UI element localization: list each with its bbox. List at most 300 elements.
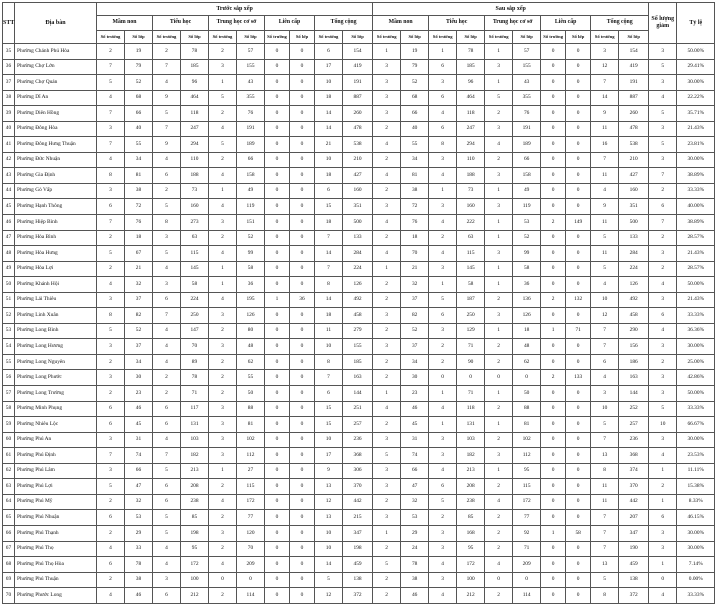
row-after-value: 187: [457, 292, 485, 308]
row-after-value: 118: [457, 401, 485, 417]
row-after-value: 32: [401, 494, 429, 510]
row-after-value: 126: [513, 308, 541, 324]
row-after-value: 8: [591, 463, 619, 479]
row-before-value: 34: [125, 354, 153, 370]
row-after-value: 0: [566, 183, 591, 199]
row-area-name: Phường Phú Thạnh: [15, 525, 97, 541]
row-before-value: 7: [97, 106, 125, 122]
row-stt: 44: [3, 183, 15, 199]
row-before-value: 2: [209, 354, 237, 370]
row-before-value: 368: [343, 448, 373, 464]
row-before-value: 4: [97, 90, 125, 106]
row-after-value: 66: [401, 106, 429, 122]
row-before-value: 9: [153, 90, 181, 106]
row-area-name: Phường Đông Hòa: [15, 121, 97, 137]
table-row: [3, 417, 715, 433]
row-before-value: 4: [153, 323, 181, 339]
row-before-value: 6: [153, 479, 181, 495]
row-after-value: 3: [429, 448, 457, 464]
row-before-value: 4: [97, 277, 125, 293]
row-after-value: 4: [591, 277, 619, 293]
row-before-value: 10: [315, 152, 343, 168]
row-before-value: 37: [125, 339, 153, 355]
row-after-value: 1: [485, 183, 513, 199]
row-after-value: 0: [541, 572, 566, 588]
row-after-value: 2: [373, 323, 401, 339]
row-after-value: 45: [401, 417, 429, 433]
row-before-value: 251: [343, 401, 373, 417]
subheader-class-count: Số lớp: [125, 31, 153, 44]
row-before-value: 67: [125, 246, 153, 262]
row-after-value: 11: [591, 494, 619, 510]
row-before-value: 17: [315, 59, 343, 75]
row-before-value: 14: [315, 246, 343, 262]
row-before-value: 191: [237, 121, 265, 137]
row-after-value: 7: [591, 339, 619, 355]
row-after-value: 0: [566, 432, 591, 448]
row-before-value: 55: [125, 137, 153, 153]
row-after-value: 0: [566, 494, 591, 510]
row-before-value: 213: [181, 463, 209, 479]
row-after-value: 2: [485, 339, 513, 355]
row-after-value: 0: [566, 199, 591, 215]
row-after-value: 2: [429, 354, 457, 370]
row-after-value: 2: [429, 339, 457, 355]
table-row: [3, 557, 715, 573]
row-before-value: 2: [209, 323, 237, 339]
row-before-value: 0: [265, 401, 290, 417]
row-stt: 57: [3, 386, 15, 402]
row-after-value: 0: [541, 448, 566, 464]
row-after-value: 355: [513, 90, 541, 106]
row-after-value: 46: [401, 588, 429, 604]
row-after-value: 55: [401, 137, 429, 153]
row-after-value: 38: [401, 572, 429, 588]
row-before-value: 73: [181, 183, 209, 199]
row-after-value: 11: [591, 168, 619, 184]
row-area-name: Phường Phú Thọ Hòa: [15, 557, 97, 573]
row-after-value: 4: [485, 137, 513, 153]
row-after-value: 32: [401, 277, 429, 293]
row-after-value: 2: [373, 277, 401, 293]
row-before-value: 0: [290, 417, 315, 433]
row-after-value: 6: [429, 308, 457, 324]
row-after-value: 11: [591, 215, 619, 231]
row-after-value: 0: [566, 121, 591, 137]
row-before-value: 191: [343, 75, 373, 91]
row-area-name: Phường Phú Lâm: [15, 463, 97, 479]
row-after-value: 0: [566, 541, 591, 557]
row-before-value: 78: [181, 44, 209, 60]
row-after-value: 2: [485, 588, 513, 604]
row-before-value: 7: [97, 137, 125, 153]
row-after-value: 118: [457, 106, 485, 122]
row-before-value: 74: [125, 448, 153, 464]
table-row: [3, 339, 715, 355]
row-after-value: 2: [373, 230, 401, 246]
row-ratio: 46.15%: [677, 510, 715, 526]
row-before-value: 120: [237, 525, 265, 541]
row-after-value: 459: [619, 557, 649, 573]
row-after-value: 0: [566, 246, 591, 262]
row-after-value: 0: [485, 370, 513, 386]
row-after-value: 0: [541, 183, 566, 199]
row-after-value: 52: [513, 230, 541, 246]
row-before-value: 0: [265, 557, 290, 573]
row-area-name: Phường Long Phước: [15, 370, 97, 386]
row-before-value: 46: [125, 401, 153, 417]
row-reduced: 2: [649, 479, 677, 495]
row-before-value: 160: [343, 183, 373, 199]
row-after-value: 88: [513, 401, 541, 417]
row-before-value: 80: [237, 323, 265, 339]
row-stt: 37: [3, 75, 15, 91]
row-after-value: 0: [541, 199, 566, 215]
row-after-value: 5: [591, 417, 619, 433]
row-before-value: 63: [181, 230, 209, 246]
row-before-value: 2: [209, 230, 237, 246]
row-after-value: 2: [373, 572, 401, 588]
row-before-value: 0: [290, 541, 315, 557]
row-after-value: 1: [429, 386, 457, 402]
row-before-value: 53: [125, 510, 153, 526]
table-row: [3, 121, 715, 137]
row-after-value: 7: [591, 525, 619, 541]
row-after-value: 0: [566, 339, 591, 355]
row-stt: 55: [3, 354, 15, 370]
row-ratio: 22.22%: [677, 90, 715, 106]
row-before-value: 126: [343, 277, 373, 293]
row-reduced: 6: [649, 199, 677, 215]
row-after-value: 2: [373, 588, 401, 604]
row-after-value: 70: [401, 246, 429, 262]
row-after-value: 370: [619, 479, 649, 495]
row-before-value: 31: [125, 432, 153, 448]
row-after-value: 53: [401, 510, 429, 526]
row-before-value: 4: [209, 292, 237, 308]
row-after-value: 3: [485, 59, 513, 75]
row-before-value: 85: [181, 510, 209, 526]
row-before-value: 103: [181, 432, 209, 448]
row-after-value: 1: [429, 183, 457, 199]
row-after-value: 478: [619, 121, 649, 137]
row-stt: 48: [3, 246, 15, 262]
row-before-value: 78: [125, 557, 153, 573]
table-row: [3, 588, 715, 604]
row-after-value: 0: [566, 448, 591, 464]
row-after-value: 6: [429, 121, 457, 137]
row-after-value: 3: [485, 121, 513, 137]
row-after-value: 0: [541, 59, 566, 75]
row-before-value: 459: [343, 557, 373, 573]
table-row: [3, 323, 715, 339]
row-before-value: 81: [237, 417, 265, 433]
row-before-value: 151: [237, 215, 265, 231]
row-before-value: 370: [343, 479, 373, 495]
row-area-name: Phường Gia Định: [15, 168, 97, 184]
table-row: [3, 90, 715, 106]
row-after-value: 58: [457, 277, 485, 293]
row-before-value: 0: [290, 183, 315, 199]
row-area-name: Phường Đông Hưng Thuận: [15, 137, 97, 153]
row-before-value: 0: [290, 572, 315, 588]
row-before-value: 2: [97, 525, 125, 541]
row-before-value: 0: [265, 432, 290, 448]
row-reduced: 6: [649, 308, 677, 324]
row-after-value: 0: [541, 246, 566, 262]
row-reduced: 7: [649, 168, 677, 184]
row-reduced: 4: [649, 323, 677, 339]
row-after-value: 2: [485, 152, 513, 168]
row-after-value: 0: [541, 152, 566, 168]
row-before-value: 351: [343, 199, 373, 215]
row-after-value: 1: [485, 75, 513, 91]
row-after-value: 77: [513, 510, 541, 526]
row-before-value: 57: [237, 44, 265, 60]
row-after-value: 464: [457, 90, 485, 106]
row-after-value: 2: [485, 106, 513, 122]
row-before-value: 4: [153, 557, 181, 573]
row-stt: 61: [3, 448, 15, 464]
row-stt: 60: [3, 432, 15, 448]
row-after-value: 37: [401, 339, 429, 355]
row-after-value: 112: [513, 448, 541, 464]
row-before-value: 0: [290, 494, 315, 510]
row-after-value: 7: [591, 541, 619, 557]
row-after-value: 24: [401, 541, 429, 557]
row-stt: 58: [3, 401, 15, 417]
row-before-value: 372: [343, 588, 373, 604]
row-before-value: 154: [343, 44, 373, 60]
row-before-value: 68: [125, 90, 153, 106]
row-after-value: 52: [401, 323, 429, 339]
row-after-value: 154: [619, 44, 649, 60]
row-before-value: 9: [315, 463, 343, 479]
row-before-value: 4: [97, 152, 125, 168]
row-reduced: 2: [649, 354, 677, 370]
row-before-value: 21: [125, 261, 153, 277]
row-after-value: 4: [373, 215, 401, 231]
row-reduced: 1: [649, 463, 677, 479]
row-before-value: 47: [125, 479, 153, 495]
row-reduced: 4: [649, 588, 677, 604]
row-stt: 42: [3, 152, 15, 168]
header-ratio: Tỷ lệ: [677, 3, 715, 44]
row-after-value: 63: [457, 230, 485, 246]
row-before-value: 188: [181, 168, 209, 184]
row-stt: 35: [3, 44, 15, 60]
row-after-value: 0: [566, 90, 591, 106]
row-after-value: 4: [373, 168, 401, 184]
row-before-value: 2: [97, 261, 125, 277]
row-after-value: 3: [429, 541, 457, 557]
row-stt: 70: [3, 588, 15, 604]
row-before-value: 0: [265, 230, 290, 246]
header-after-level-combined: Liên cấp: [541, 16, 591, 31]
row-stt: 64: [3, 494, 15, 510]
row-after-value: 30: [401, 370, 429, 386]
row-ratio: 33.33%: [677, 588, 715, 604]
row-before-value: 284: [343, 246, 373, 262]
row-before-value: 458: [343, 308, 373, 324]
row-ratio: 28.57%: [677, 261, 715, 277]
row-before-value: 52: [125, 323, 153, 339]
row-before-value: 260: [343, 106, 373, 122]
row-after-value: 71: [457, 339, 485, 355]
table-row: [3, 199, 715, 215]
row-before-value: 3: [209, 339, 237, 355]
row-after-value: 2: [485, 479, 513, 495]
row-before-value: 224: [343, 261, 373, 277]
row-before-value: 117: [181, 401, 209, 417]
row-after-value: 43: [513, 75, 541, 91]
row-before-value: 66: [125, 106, 153, 122]
row-reduced: 2: [649, 261, 677, 277]
row-area-name: Phường Khánh Hội: [15, 277, 97, 293]
row-area-name: Phường Phước Long: [15, 588, 97, 604]
row-after-value: 90: [457, 354, 485, 370]
row-before-value: 0: [290, 121, 315, 137]
row-before-value: 6: [315, 386, 343, 402]
row-before-value: 442: [343, 494, 373, 510]
row-stt: 66: [3, 525, 15, 541]
row-before-value: 0: [265, 106, 290, 122]
row-after-value: 7: [591, 323, 619, 339]
table-row: [3, 525, 715, 541]
row-after-value: 34: [401, 152, 429, 168]
row-before-value: 112: [237, 448, 265, 464]
table-row: [3, 246, 715, 262]
row-reduced: 2: [649, 230, 677, 246]
row-before-value: 0: [290, 510, 315, 526]
row-after-value: 3: [591, 386, 619, 402]
row-after-value: 4: [591, 370, 619, 386]
row-before-value: 58: [181, 277, 209, 293]
subheader-class-count: Số lớp: [401, 31, 429, 44]
row-reduced: 2: [649, 183, 677, 199]
row-after-value: 31: [401, 432, 429, 448]
row-before-value: 1: [209, 75, 237, 91]
row-before-value: 15: [315, 401, 343, 417]
row-stt: 67: [3, 541, 15, 557]
row-ratio: 15.38%: [677, 479, 715, 495]
subheader-row: [3, 31, 715, 44]
row-reduced: 3: [649, 370, 677, 386]
row-before-value: 3: [153, 572, 181, 588]
row-after-value: 76: [401, 215, 429, 231]
row-after-value: 290: [619, 323, 649, 339]
table-row: [3, 44, 715, 60]
row-before-value: 2: [97, 386, 125, 402]
row-after-value: 4: [429, 106, 457, 122]
row-before-value: 144: [343, 386, 373, 402]
row-before-value: 4: [153, 261, 181, 277]
table-row: [3, 277, 715, 293]
row-reduced: 5: [649, 137, 677, 153]
row-ratio: 21.43%: [677, 121, 715, 137]
row-before-value: 2: [97, 572, 125, 588]
row-stt: 40: [3, 121, 15, 137]
row-stt: 50: [3, 277, 15, 293]
row-before-value: 0: [265, 572, 290, 588]
row-before-value: 2: [209, 44, 237, 60]
row-after-value: 57: [513, 44, 541, 60]
row-area-name: Phường Long Nguyên: [15, 354, 97, 370]
row-after-value: 0: [566, 137, 591, 153]
row-after-value: 3: [429, 199, 457, 215]
row-before-value: 0: [265, 479, 290, 495]
table-row: [3, 386, 715, 402]
row-after-value: 3: [429, 152, 457, 168]
row-stt: 68: [3, 557, 15, 573]
row-before-value: 0: [265, 525, 290, 541]
row-after-value: 2: [541, 292, 566, 308]
row-after-value: 2: [485, 401, 513, 417]
table-row: [3, 510, 715, 526]
row-before-value: 38: [125, 572, 153, 588]
row-stt: 69: [3, 572, 15, 588]
header-before-level-kindergarten: Mầm non: [97, 16, 153, 31]
row-after-value: 71: [513, 541, 541, 557]
row-before-value: 3: [153, 277, 181, 293]
row-after-value: 887: [619, 90, 649, 106]
row-before-value: 0: [265, 168, 290, 184]
row-reduced: 5: [649, 106, 677, 122]
row-before-value: 4: [209, 121, 237, 137]
row-before-value: 155: [237, 59, 265, 75]
row-after-value: 68: [401, 90, 429, 106]
row-before-value: 17: [315, 448, 343, 464]
row-before-value: 198: [343, 541, 373, 557]
row-after-value: 294: [457, 137, 485, 153]
row-before-value: 7: [315, 261, 343, 277]
row-before-value: 0: [265, 448, 290, 464]
row-after-value: 46: [401, 401, 429, 417]
row-before-value: 72: [125, 199, 153, 215]
row-before-value: 6: [97, 401, 125, 417]
row-after-value: 9: [591, 199, 619, 215]
header-before-level-primary: Tiểu học: [153, 16, 209, 31]
row-before-value: 0: [290, 261, 315, 277]
row-before-value: 0: [290, 168, 315, 184]
row-before-value: 5: [153, 525, 181, 541]
row-after-value: 207: [619, 510, 649, 526]
row-before-value: 0: [265, 75, 290, 91]
subheader-school-count: Số trường: [315, 31, 343, 44]
row-after-value: 189: [513, 137, 541, 153]
row-after-value: 12: [591, 308, 619, 324]
row-before-value: 5: [153, 199, 181, 215]
row-after-value: 85: [457, 510, 485, 526]
row-reduced: 7: [649, 215, 677, 231]
row-before-value: 7: [97, 59, 125, 75]
row-before-value: 32: [125, 277, 153, 293]
row-stt: 63: [3, 479, 15, 495]
row-before-value: 0: [290, 463, 315, 479]
row-before-value: 5: [97, 479, 125, 495]
row-after-value: 3: [429, 323, 457, 339]
row-after-value: 5: [429, 292, 457, 308]
row-after-value: 238: [457, 494, 485, 510]
row-area-name: Phường Long Trường: [15, 386, 97, 402]
row-after-value: 9: [591, 106, 619, 122]
row-after-value: 7: [591, 510, 619, 526]
header-after-level-secondary: Trung học cơ sở: [485, 16, 541, 31]
row-after-value: 4: [429, 246, 457, 262]
row-before-value: 0: [290, 525, 315, 541]
row-reduced: 3: [649, 292, 677, 308]
row-area-name: Phường Chợ Quán: [15, 75, 97, 91]
